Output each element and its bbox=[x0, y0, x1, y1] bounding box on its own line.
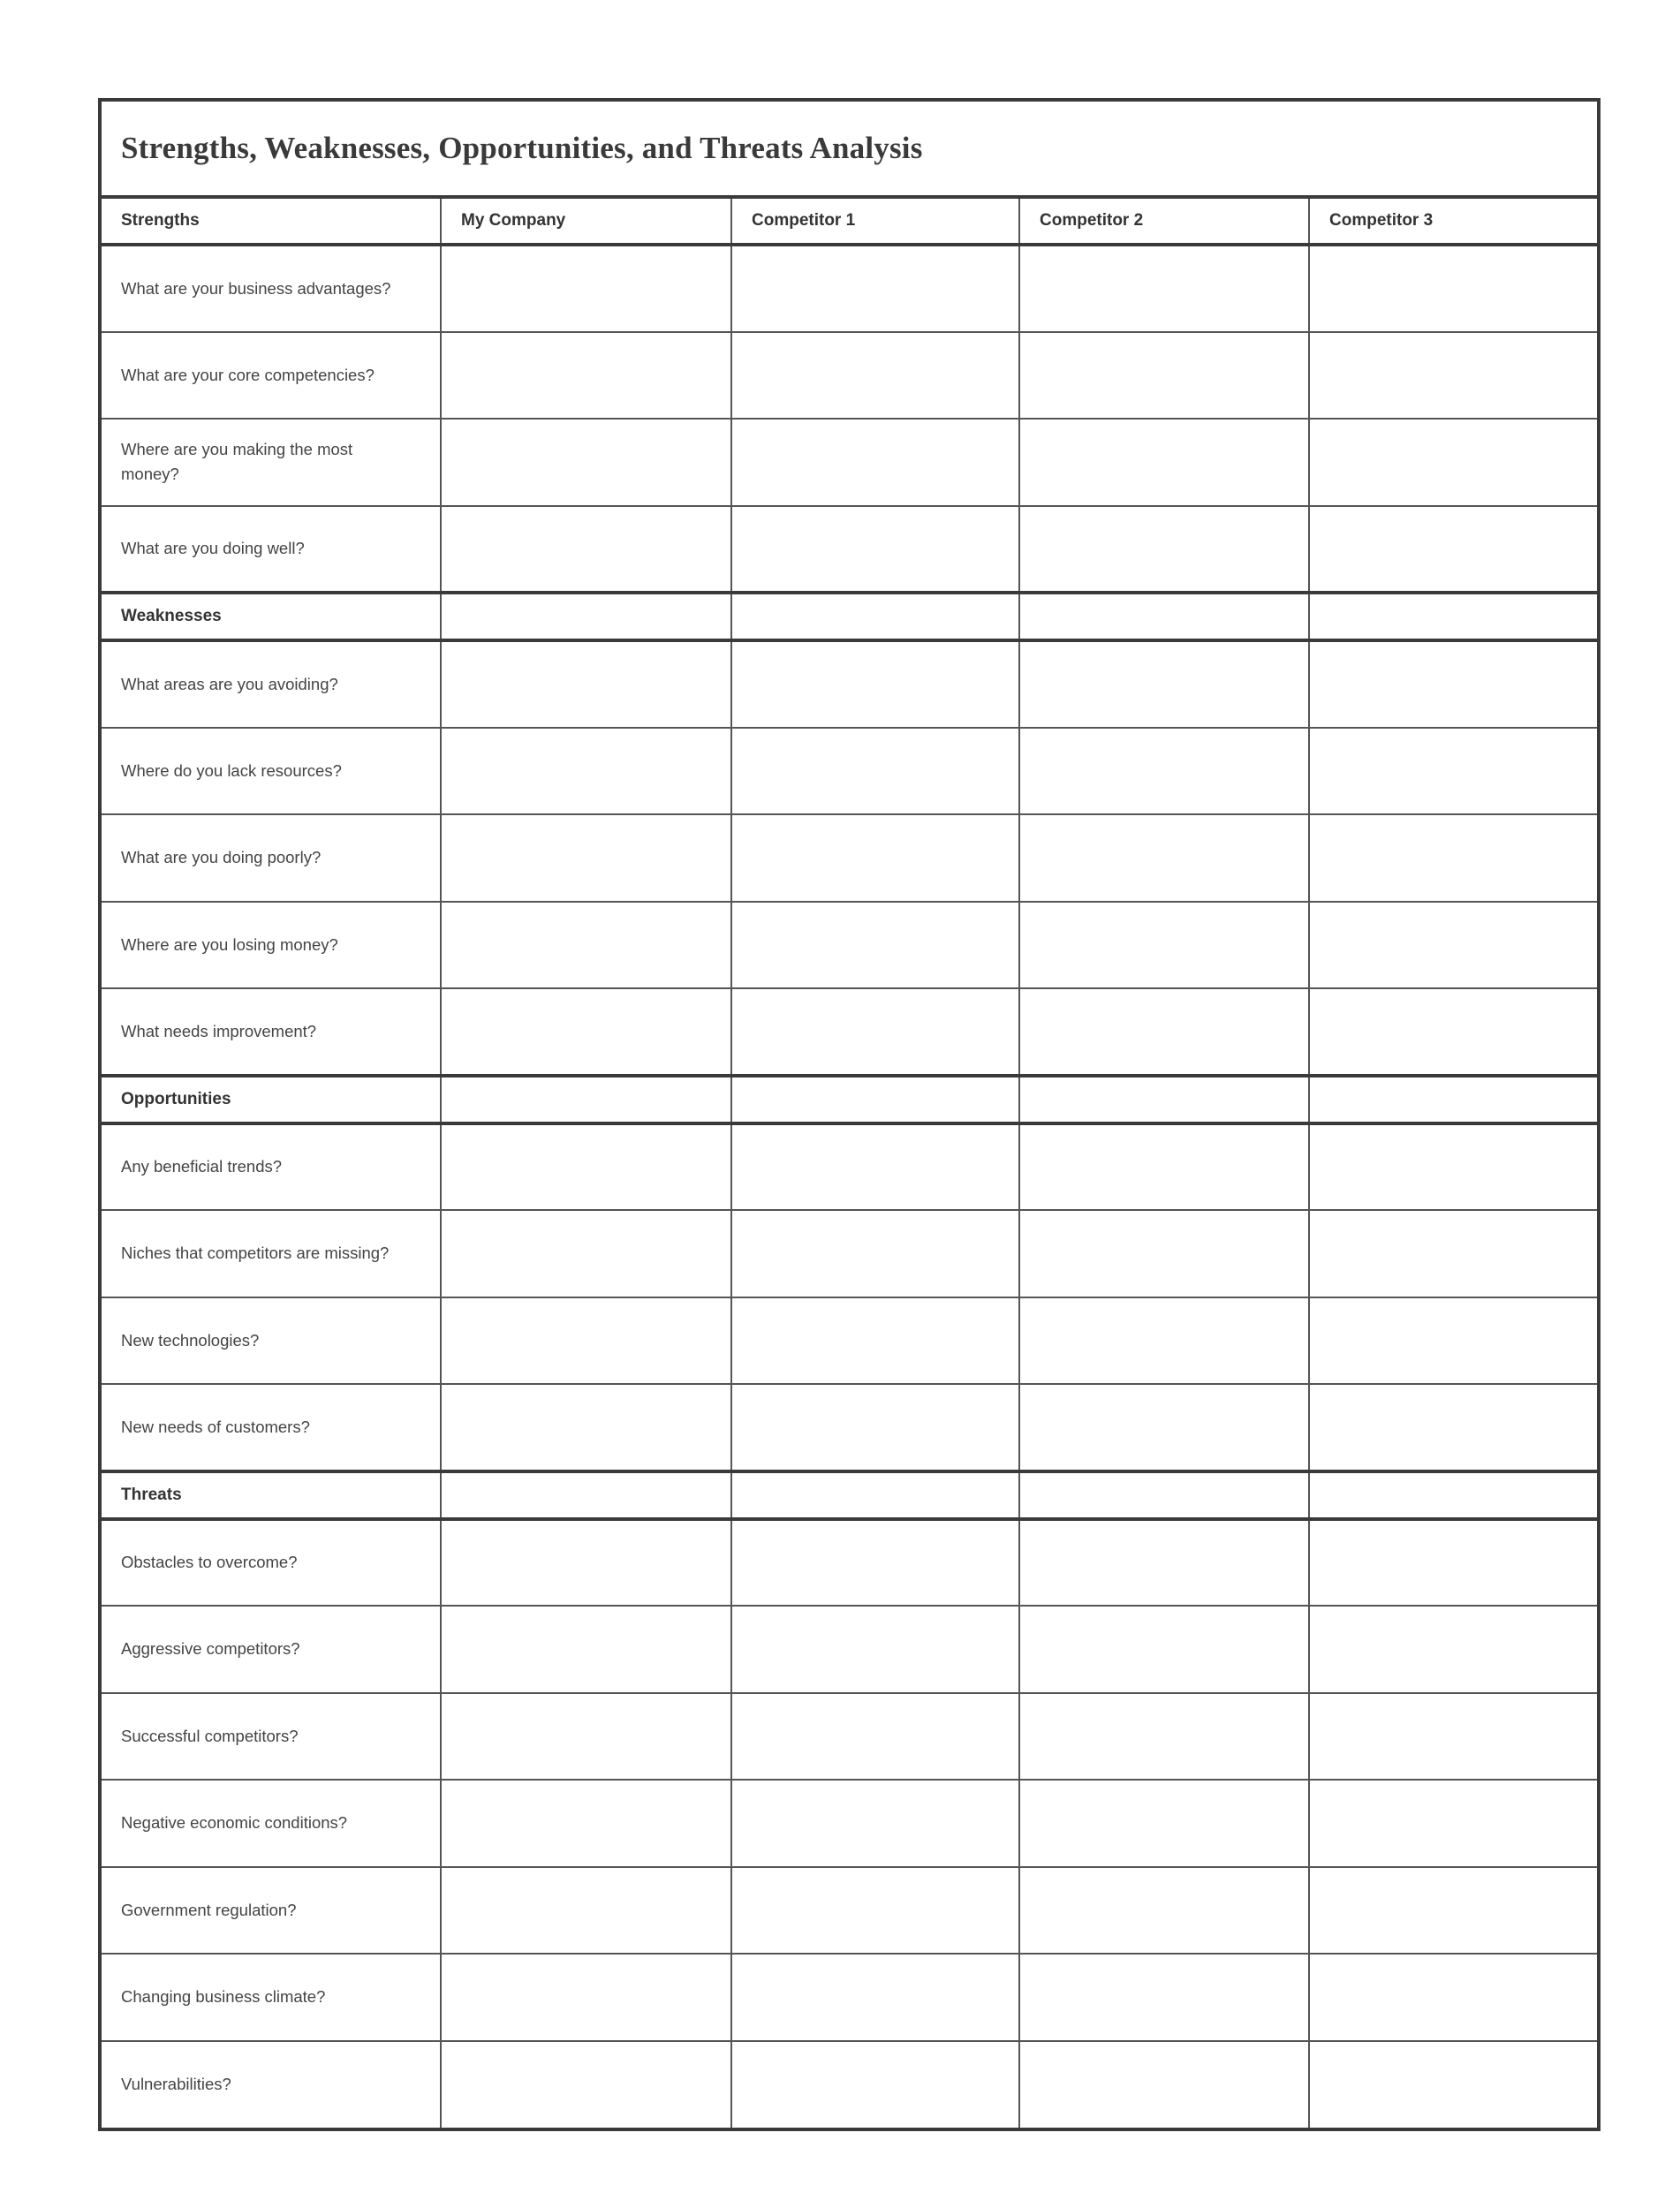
answer-cell-competitor-1[interactable] bbox=[731, 1519, 1019, 1607]
question-label: Changing business climate? bbox=[102, 1954, 441, 2041]
page-title: Strengths, Weaknesses, Opportunities, and Threats Analysis bbox=[121, 131, 923, 165]
question-row bbox=[102, 1954, 1597, 2041]
answer-cell-competitor-1[interactable] bbox=[731, 2041, 1019, 2129]
question-label: Aggressive competitors? bbox=[102, 1606, 441, 1693]
question-row bbox=[102, 2041, 1597, 2129]
answer-cell-competitor-3[interactable] bbox=[1309, 1606, 1597, 1693]
answer-cell-competitor-1[interactable] bbox=[731, 506, 1019, 594]
section-cell-competitor-1[interactable] bbox=[731, 1076, 1019, 1123]
question-row bbox=[102, 1210, 1597, 1297]
section-cell-competitor-3[interactable] bbox=[1309, 1471, 1597, 1519]
answer-cell-my-company[interactable] bbox=[441, 1297, 731, 1385]
answer-cell-competitor-2[interactable] bbox=[1019, 1519, 1309, 1607]
answer-cell-competitor-3[interactable] bbox=[1309, 2041, 1597, 2129]
answer-cell-competitor-2[interactable] bbox=[1019, 1123, 1309, 1211]
answer-cell-competitor-1[interactable] bbox=[731, 1123, 1019, 1211]
section-label: Weaknesses bbox=[102, 593, 441, 640]
answer-cell-competitor-2[interactable] bbox=[1019, 332, 1309, 420]
question-row bbox=[102, 245, 1597, 332]
section-cell-competitor-2[interactable] bbox=[1019, 1076, 1309, 1123]
answer-cell-my-company[interactable] bbox=[441, 1606, 731, 1693]
answer-cell-competitor-3[interactable] bbox=[1309, 1867, 1597, 1955]
section-row-threats bbox=[102, 1471, 1597, 1519]
answer-cell-competitor-1[interactable] bbox=[731, 1780, 1019, 1867]
question-row bbox=[102, 1606, 1597, 1693]
section-row-weaknesses bbox=[102, 593, 1597, 640]
column-header-my-company: My Company bbox=[441, 197, 731, 245]
question-label: What are your core competencies? bbox=[102, 332, 441, 420]
answer-cell-competitor-1[interactable] bbox=[731, 814, 1019, 902]
question-row bbox=[102, 1867, 1597, 1955]
answer-cell-my-company[interactable] bbox=[441, 814, 731, 902]
answer-cell-competitor-3[interactable] bbox=[1309, 1780, 1597, 1867]
answer-cell-my-company[interactable] bbox=[441, 1384, 731, 1471]
answer-cell-competitor-2[interactable] bbox=[1019, 640, 1309, 728]
section-cell-competitor-3[interactable] bbox=[1309, 1076, 1597, 1123]
section-cell-my-company[interactable] bbox=[441, 1471, 731, 1519]
answer-cell-my-company[interactable] bbox=[441, 640, 731, 728]
section-label: Opportunities bbox=[102, 1076, 441, 1123]
answer-cell-competitor-3[interactable] bbox=[1309, 728, 1597, 815]
question-row bbox=[102, 988, 1597, 1076]
question-label: What areas are you avoiding? bbox=[102, 640, 441, 728]
answer-cell-competitor-2[interactable] bbox=[1019, 1606, 1309, 1693]
section-cell-my-company[interactable] bbox=[441, 593, 731, 640]
answer-cell-my-company[interactable] bbox=[441, 1693, 731, 1781]
answer-cell-competitor-2[interactable] bbox=[1019, 1954, 1309, 2041]
answer-cell-competitor-3[interactable] bbox=[1309, 1519, 1597, 1607]
question-row bbox=[102, 1780, 1597, 1867]
answer-cell-my-company[interactable] bbox=[441, 1123, 731, 1211]
question-row bbox=[102, 640, 1597, 728]
answer-cell-competitor-1[interactable] bbox=[731, 1954, 1019, 2041]
question-label: Where are you losing money? bbox=[102, 902, 441, 989]
section-row-opportunities bbox=[102, 1076, 1597, 1123]
answer-cell-competitor-1[interactable] bbox=[731, 1210, 1019, 1297]
answer-cell-competitor-3[interactable] bbox=[1309, 988, 1597, 1076]
question-row bbox=[102, 814, 1597, 902]
answer-cell-competitor-1[interactable] bbox=[731, 902, 1019, 989]
question-label: Any beneficial trends? bbox=[102, 1123, 441, 1211]
answer-cell-my-company[interactable] bbox=[441, 1867, 731, 1955]
question-row bbox=[102, 1123, 1597, 1211]
question-label: What are you doing well? bbox=[102, 506, 441, 594]
answer-cell-competitor-1[interactable] bbox=[731, 1606, 1019, 1693]
answer-cell-competitor-2[interactable] bbox=[1019, 1384, 1309, 1471]
question-row bbox=[102, 1693, 1597, 1781]
question-row bbox=[102, 332, 1597, 420]
answer-cell-competitor-1[interactable] bbox=[731, 332, 1019, 420]
swot-table bbox=[102, 102, 1597, 2128]
question-label: New needs of customers? bbox=[102, 1384, 441, 1471]
section-cell-competitor-1[interactable] bbox=[731, 1471, 1019, 1519]
answer-cell-competitor-2[interactable] bbox=[1019, 902, 1309, 989]
answer-cell-competitor-3[interactable] bbox=[1309, 419, 1597, 506]
question-label: What are you doing poorly? bbox=[102, 814, 441, 902]
section-cell-competitor-2[interactable] bbox=[1019, 1471, 1309, 1519]
answer-cell-competitor-3[interactable] bbox=[1309, 506, 1597, 594]
question-row bbox=[102, 506, 1597, 594]
answer-cell-competitor-2[interactable] bbox=[1019, 506, 1309, 594]
answer-cell-competitor-3[interactable] bbox=[1309, 332, 1597, 420]
question-label: Government regulation? bbox=[102, 1867, 441, 1955]
question-label: Obstacles to overcome? bbox=[102, 1519, 441, 1607]
column-header-strengths: Strengths bbox=[102, 197, 441, 245]
answer-cell-competitor-2[interactable] bbox=[1019, 988, 1309, 1076]
answer-cell-competitor-3[interactable] bbox=[1309, 640, 1597, 728]
answer-cell-my-company[interactable] bbox=[441, 245, 731, 332]
question-label: Where are you making the most money? bbox=[102, 419, 441, 506]
answer-cell-my-company[interactable] bbox=[441, 332, 731, 420]
answer-cell-competitor-3[interactable] bbox=[1309, 1954, 1597, 2041]
answer-cell-competitor-2[interactable] bbox=[1019, 245, 1309, 332]
column-header-row bbox=[102, 197, 1597, 245]
answer-cell-competitor-1[interactable] bbox=[731, 419, 1019, 506]
swot-worksheet bbox=[98, 98, 1601, 2131]
answer-cell-competitor-2[interactable] bbox=[1019, 1780, 1309, 1867]
question-label: Niches that competitors are missing? bbox=[102, 1210, 441, 1297]
answer-cell-competitor-3[interactable] bbox=[1309, 245, 1597, 332]
answer-cell-competitor-2[interactable] bbox=[1019, 1297, 1309, 1385]
answer-cell-competitor-1[interactable] bbox=[731, 640, 1019, 728]
answer-cell-competitor-2[interactable] bbox=[1019, 419, 1309, 506]
answer-cell-competitor-3[interactable] bbox=[1309, 1297, 1597, 1385]
answer-cell-my-company[interactable] bbox=[441, 728, 731, 815]
answer-cell-competitor-3[interactable] bbox=[1309, 1210, 1597, 1297]
answer-cell-competitor-3[interactable] bbox=[1309, 1384, 1597, 1471]
answer-cell-competitor-2[interactable] bbox=[1019, 2041, 1309, 2129]
answer-cell-my-company[interactable] bbox=[441, 902, 731, 989]
section-cell-competitor-2[interactable] bbox=[1019, 593, 1309, 640]
answer-cell-competitor-1[interactable] bbox=[731, 1297, 1019, 1385]
answer-cell-competitor-2[interactable] bbox=[1019, 1867, 1309, 1955]
section-label: Threats bbox=[102, 1471, 441, 1519]
answer-cell-competitor-1[interactable] bbox=[731, 1384, 1019, 1471]
question-label: Successful competitors? bbox=[102, 1693, 441, 1781]
answer-cell-competitor-2[interactable] bbox=[1019, 1210, 1309, 1297]
column-header-competitor-2: Competitor 2 bbox=[1019, 197, 1309, 245]
question-label: New technologies? bbox=[102, 1297, 441, 1385]
answer-cell-competitor-2[interactable] bbox=[1019, 814, 1309, 902]
answer-cell-competitor-1[interactable] bbox=[731, 1867, 1019, 1955]
section-cell-competitor-1[interactable] bbox=[731, 593, 1019, 640]
answer-cell-competitor-1[interactable] bbox=[731, 245, 1019, 332]
answer-cell-my-company[interactable] bbox=[441, 1954, 731, 2041]
question-label: What are your business advantages? bbox=[102, 245, 441, 332]
question-label: Vulnerabilities? bbox=[102, 2041, 441, 2129]
answer-cell-competitor-1[interactable] bbox=[731, 1693, 1019, 1781]
question-row bbox=[102, 1519, 1597, 1607]
answer-cell-my-company[interactable] bbox=[441, 2041, 731, 2129]
answer-cell-competitor-1[interactable] bbox=[731, 728, 1019, 815]
question-row bbox=[102, 1297, 1597, 1385]
answer-cell-competitor-2[interactable] bbox=[1019, 1693, 1309, 1781]
answer-cell-competitor-1[interactable] bbox=[731, 988, 1019, 1076]
answer-cell-my-company[interactable] bbox=[441, 419, 731, 506]
answer-cell-competitor-2[interactable] bbox=[1019, 728, 1309, 815]
answer-cell-my-company[interactable] bbox=[441, 1780, 731, 1867]
question-row bbox=[102, 728, 1597, 815]
answer-cell-my-company[interactable] bbox=[441, 988, 731, 1076]
question-row bbox=[102, 902, 1597, 989]
answer-cell-competitor-3[interactable] bbox=[1309, 902, 1597, 989]
column-header-competitor-1: Competitor 1 bbox=[731, 197, 1019, 245]
question-label: Where do you lack resources? bbox=[102, 728, 441, 815]
answer-cell-my-company[interactable] bbox=[441, 1519, 731, 1607]
question-label: Negative economic conditions? bbox=[102, 1780, 441, 1867]
answer-cell-competitor-3[interactable] bbox=[1309, 1123, 1597, 1211]
column-header-competitor-3: Competitor 3 bbox=[1309, 197, 1597, 245]
answer-cell-competitor-3[interactable] bbox=[1309, 1693, 1597, 1781]
question-row bbox=[102, 419, 1597, 506]
question-row bbox=[102, 1384, 1597, 1471]
question-label: What needs improvement? bbox=[102, 988, 441, 1076]
answer-cell-my-company[interactable] bbox=[441, 1210, 731, 1297]
section-cell-my-company[interactable] bbox=[441, 1076, 731, 1123]
answer-cell-competitor-3[interactable] bbox=[1309, 814, 1597, 902]
answer-cell-my-company[interactable] bbox=[441, 506, 731, 594]
section-cell-competitor-3[interactable] bbox=[1309, 593, 1597, 640]
